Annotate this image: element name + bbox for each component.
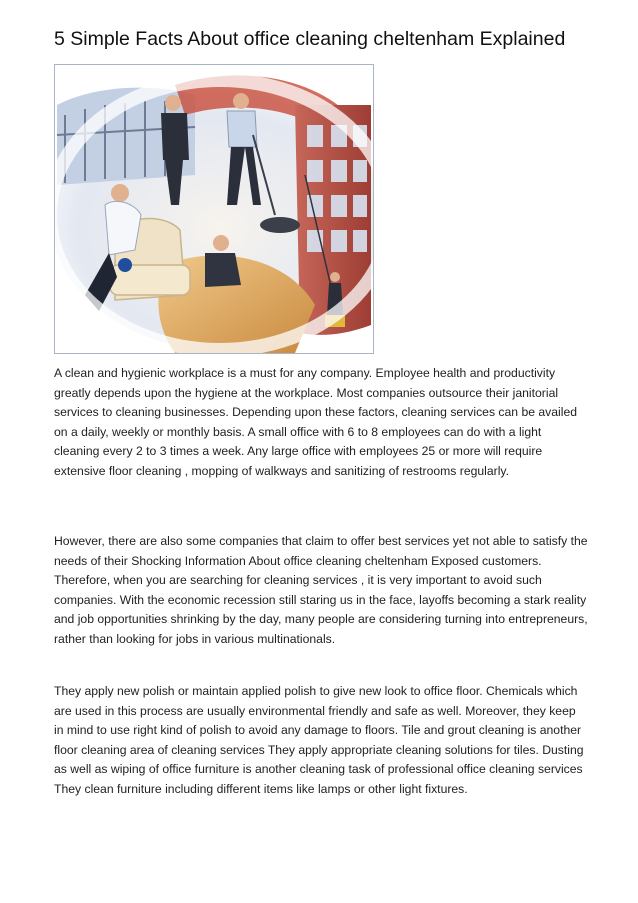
body-paragraph-3: They apply new polish or maintain applied polish to give new look to office floor. Chemicals which are used in this process are usually environmental friendly and safe as well. Moreover, they keep in mind to use right kind of polish to avoid any damage to floors. Tile and grout cleaning is another floor cleaning area of cleaning services They apply appropriate cleaning solutions for tiles. Dusting as well as wiping of office furniture is another cleaning task of professional office cleaning services They clean furniture including different items like lamps or other light fixtures. — [54, 684, 584, 796]
body-paragraph-1: A clean and hygienic workplace is a must for any company. Employee health and productivity greatly depends upon the hygiene at the workplace. Most companies outsource their janitorial services to cleaning businesses. Depending upon these factors, cleaning services can be availed on a daily, weekly or monthly basis. A small office with 6 to 8 employees can do with a light cleaning every 2 to 3 times a week. Any large office with employees 25 or more will require extensive floor cleaning , mopping of walkways and sanitizing of restrooms regularly. — [54, 366, 578, 478]
page-title: 5 Simple Facts About office cleaning cheltenham Explained — [54, 28, 566, 50]
office-cleaning-collage-image — [54, 64, 374, 354]
body-paragraph-2: However, there are also some companies that claim to offer best services yet not able to satisfy the needs of their Shocking Information About office cleaning cheltenham Exposed customers. Therefore, when you are searching for cleaning services , it is very important to avoid such companies. With the economic recession still staring us in the face, layoffs becoming a stark reality and job opportunities shrinking by the day, many people are considering turning into entrepreneurs, rather than looking for jobs in various multinationals. — [54, 534, 588, 646]
